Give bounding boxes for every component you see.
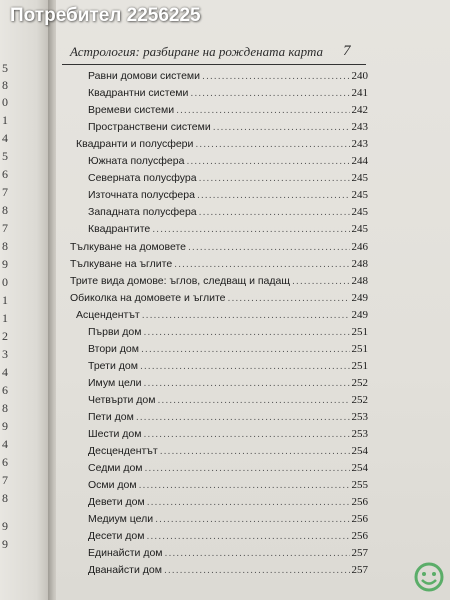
toc-entry-page: 252 bbox=[351, 393, 368, 406]
toc-entry bbox=[88, 359, 368, 373]
toc-dot-leader bbox=[147, 495, 350, 509]
toc-entry-page: 251 bbox=[351, 359, 368, 372]
toc-entry-page: 245 bbox=[351, 189, 368, 202]
left-digit: 9 bbox=[2, 537, 8, 551]
toc-dot-leader bbox=[195, 137, 349, 151]
toc-entry bbox=[70, 257, 368, 271]
toc-entry bbox=[76, 137, 368, 151]
bazar-logo bbox=[369, 560, 445, 596]
toc-entry-page: 249 bbox=[351, 308, 368, 321]
toc-entry bbox=[88, 529, 368, 543]
toc-entry-label: Обиколка на домовете и ъглите bbox=[70, 291, 226, 304]
toc-entry-page: 248 bbox=[351, 274, 368, 287]
toc-dot-leader bbox=[144, 376, 350, 390]
watermark-username: Потребител 2256225 bbox=[10, 5, 201, 26]
toc-entry bbox=[88, 427, 368, 441]
toc-dot-leader bbox=[146, 529, 349, 543]
toc-entry bbox=[88, 410, 368, 424]
left-digit: 6 bbox=[2, 167, 8, 181]
toc-entry-page: 240 bbox=[351, 70, 368, 82]
toc-entry bbox=[88, 444, 368, 458]
page-number: 7 bbox=[343, 43, 351, 59]
toc-entry-label: Втори дом bbox=[88, 342, 139, 355]
toc-entry-label: Десети дом bbox=[88, 530, 145, 543]
toc-entry bbox=[76, 308, 368, 322]
toc-dot-leader bbox=[157, 393, 349, 407]
left-digit: 1 bbox=[2, 311, 8, 325]
toc-entry bbox=[88, 342, 368, 356]
toc-entry bbox=[88, 222, 368, 236]
toc-entry-page: 256 bbox=[351, 496, 368, 509]
toc-entry-label: Медиум цели bbox=[88, 513, 154, 526]
toc-entry-label: Дванайсти дом bbox=[88, 564, 162, 577]
toc-dot-leader bbox=[292, 274, 349, 288]
left-digit: 6 bbox=[2, 383, 8, 397]
toc-entry bbox=[88, 478, 368, 492]
toc-dot-leader bbox=[174, 257, 349, 271]
toc-entry-label: Западната полусфера bbox=[88, 206, 197, 219]
toc-entry bbox=[88, 495, 368, 509]
bazar-logo-mark bbox=[416, 564, 442, 590]
toc-entry-label: Равни домови системи bbox=[88, 70, 201, 82]
toc-dot-leader bbox=[160, 444, 350, 458]
left-digit: 0 bbox=[2, 275, 8, 289]
toc-dot-leader bbox=[140, 359, 350, 373]
toc-entry bbox=[70, 240, 368, 254]
left-digit: 6 bbox=[2, 455, 8, 469]
toc-entry-label: Тълкуване на домовете bbox=[70, 240, 186, 253]
left-digit: 7 bbox=[2, 473, 8, 487]
running-head: Астрология: разбиране на рождената карта bbox=[70, 44, 324, 59]
toc-entry-label: Северната полусфура bbox=[88, 172, 197, 185]
left-digit: 8 bbox=[2, 78, 8, 92]
toc-entry bbox=[88, 512, 368, 526]
toc-entry-label: Времеви системи bbox=[88, 104, 175, 117]
toc-entry bbox=[88, 154, 368, 168]
toc-dot-leader bbox=[139, 478, 350, 492]
toc-entry-label: Трите вида домове: ъглов, следващ и падащ bbox=[70, 274, 291, 287]
toc-entry-label: Квадрантите bbox=[88, 223, 151, 236]
toc-dot-leader bbox=[176, 103, 349, 117]
toc-dot-leader bbox=[186, 154, 349, 168]
toc-entry bbox=[88, 376, 368, 390]
toc-entry-page: 243 bbox=[351, 121, 368, 134]
toc-entry-label: Седми дом bbox=[88, 462, 143, 475]
toc-entry bbox=[88, 205, 368, 219]
toc-entry-page: 249 bbox=[351, 291, 368, 304]
left-digit: 8 bbox=[2, 239, 8, 253]
toc-entry-page: 241 bbox=[351, 87, 368, 100]
toc-entry bbox=[88, 103, 368, 117]
toc-entry-label: Квадрантни системи bbox=[88, 87, 189, 100]
toc-entry-page: 251 bbox=[351, 342, 368, 355]
toc-dot-leader bbox=[213, 120, 350, 134]
left-digit: 8 bbox=[2, 203, 8, 217]
toc-entry-label: Източната полусфера bbox=[88, 189, 195, 202]
toc-entry bbox=[88, 69, 368, 83]
toc-entry-label: Асцендентът bbox=[76, 308, 140, 321]
toc-entry-page: 244 bbox=[351, 155, 368, 168]
toc-dot-leader bbox=[202, 69, 349, 83]
toc-dot-leader bbox=[228, 291, 350, 305]
toc-entry-page: 243 bbox=[351, 138, 368, 151]
left-digit: 5 bbox=[2, 61, 8, 75]
toc-entry-page: 253 bbox=[351, 428, 368, 441]
left-digit: 4 bbox=[2, 437, 8, 451]
toc-entry-page: 256 bbox=[351, 530, 368, 543]
toc-entry-page: 253 bbox=[351, 411, 368, 423]
left-digit: 2 bbox=[2, 329, 8, 343]
toc-entry-page: 257 bbox=[351, 547, 368, 560]
toc-entry bbox=[88, 120, 368, 134]
toc-entry-label: Имум цели bbox=[88, 376, 142, 389]
toc-entry-page: 245 bbox=[351, 223, 368, 236]
toc-entry-page: 248 bbox=[351, 257, 368, 270]
left-digit: 4 bbox=[2, 131, 8, 145]
toc-entry-label: Трети дом bbox=[88, 359, 138, 372]
toc-dot-leader bbox=[144, 427, 350, 441]
toc-entry-label: Десцендентът bbox=[88, 445, 158, 458]
toc-entry bbox=[88, 86, 368, 100]
toc-entry bbox=[88, 546, 368, 560]
left-digit: 0 bbox=[2, 95, 8, 109]
left-digit: 9 bbox=[2, 419, 8, 433]
left-digit: 8 bbox=[2, 491, 8, 505]
toc-dot-leader bbox=[155, 512, 349, 526]
toc-entry-label: Четвърти дом bbox=[88, 393, 156, 406]
toc-entry-label: Осми дом bbox=[88, 479, 137, 492]
toc-entry-page: 246 bbox=[351, 240, 368, 253]
toc-entry-label: Тълкуване на ъглите bbox=[70, 257, 173, 270]
toc-entry-page: 245 bbox=[351, 206, 368, 219]
toc-dot-leader bbox=[197, 188, 350, 202]
toc-entry-label: Пети дом bbox=[88, 411, 134, 423]
toc-entry-label: Единайсти дом bbox=[88, 547, 163, 560]
toc-entry bbox=[88, 393, 368, 407]
toc-entry-page: 254 bbox=[351, 462, 368, 475]
toc-dot-leader bbox=[136, 410, 350, 424]
left-digit: 3 bbox=[2, 347, 8, 361]
toc-dot-leader bbox=[199, 171, 350, 185]
toc-entry-page: 255 bbox=[351, 479, 368, 492]
toc-entry-page: 252 bbox=[351, 376, 368, 389]
toc-entry-page: 242 bbox=[351, 104, 368, 117]
toc-entry-page: 251 bbox=[351, 325, 368, 338]
left-digit: 9 bbox=[2, 257, 8, 271]
toc-dot-leader bbox=[199, 205, 350, 219]
left-digit: 4 bbox=[2, 365, 8, 379]
left-digit: 9 bbox=[2, 519, 8, 533]
toc-dot-leader bbox=[188, 240, 350, 254]
toc-entry bbox=[88, 188, 368, 202]
left-digit: 7 bbox=[2, 221, 8, 235]
toc-dot-leader bbox=[145, 461, 350, 475]
toc-entry-label: Първи дом bbox=[88, 325, 142, 338]
toc-entry-label: Южната полусфера bbox=[88, 155, 185, 168]
left-digit: 1 bbox=[2, 113, 8, 127]
toc-entry bbox=[70, 291, 368, 305]
toc-entry bbox=[88, 563, 368, 577]
toc-entry bbox=[88, 325, 368, 339]
toc-entry-page: 254 bbox=[351, 445, 368, 458]
toc-entry-label: Пространствени системи bbox=[88, 121, 211, 134]
toc-entry-page: 245 bbox=[351, 172, 368, 185]
toc-entry bbox=[88, 461, 368, 475]
toc-entry-page: 256 bbox=[351, 513, 368, 526]
left-digit: 5 bbox=[2, 149, 8, 163]
toc-dot-leader bbox=[152, 222, 349, 236]
left-digit: 1 bbox=[2, 293, 8, 307]
toc-dot-leader bbox=[141, 342, 350, 356]
toc-dot-leader bbox=[165, 546, 350, 560]
toc-entry bbox=[88, 171, 368, 185]
toc-dot-leader bbox=[144, 325, 350, 339]
toc-entry-page: 257 bbox=[351, 564, 368, 577]
left-digit: 7 bbox=[2, 185, 8, 199]
toc-entry-label: Квадранти и полусфери bbox=[76, 138, 194, 151]
toc-dot-leader bbox=[164, 563, 350, 577]
toc-entry-label: Шести дом bbox=[88, 428, 142, 441]
left-digit: 8 bbox=[2, 401, 8, 415]
toc-entry bbox=[70, 274, 368, 288]
toc-dot-leader bbox=[142, 308, 350, 322]
toc-entry-label: Девети дом bbox=[88, 496, 145, 509]
toc-dot-leader bbox=[190, 86, 349, 100]
